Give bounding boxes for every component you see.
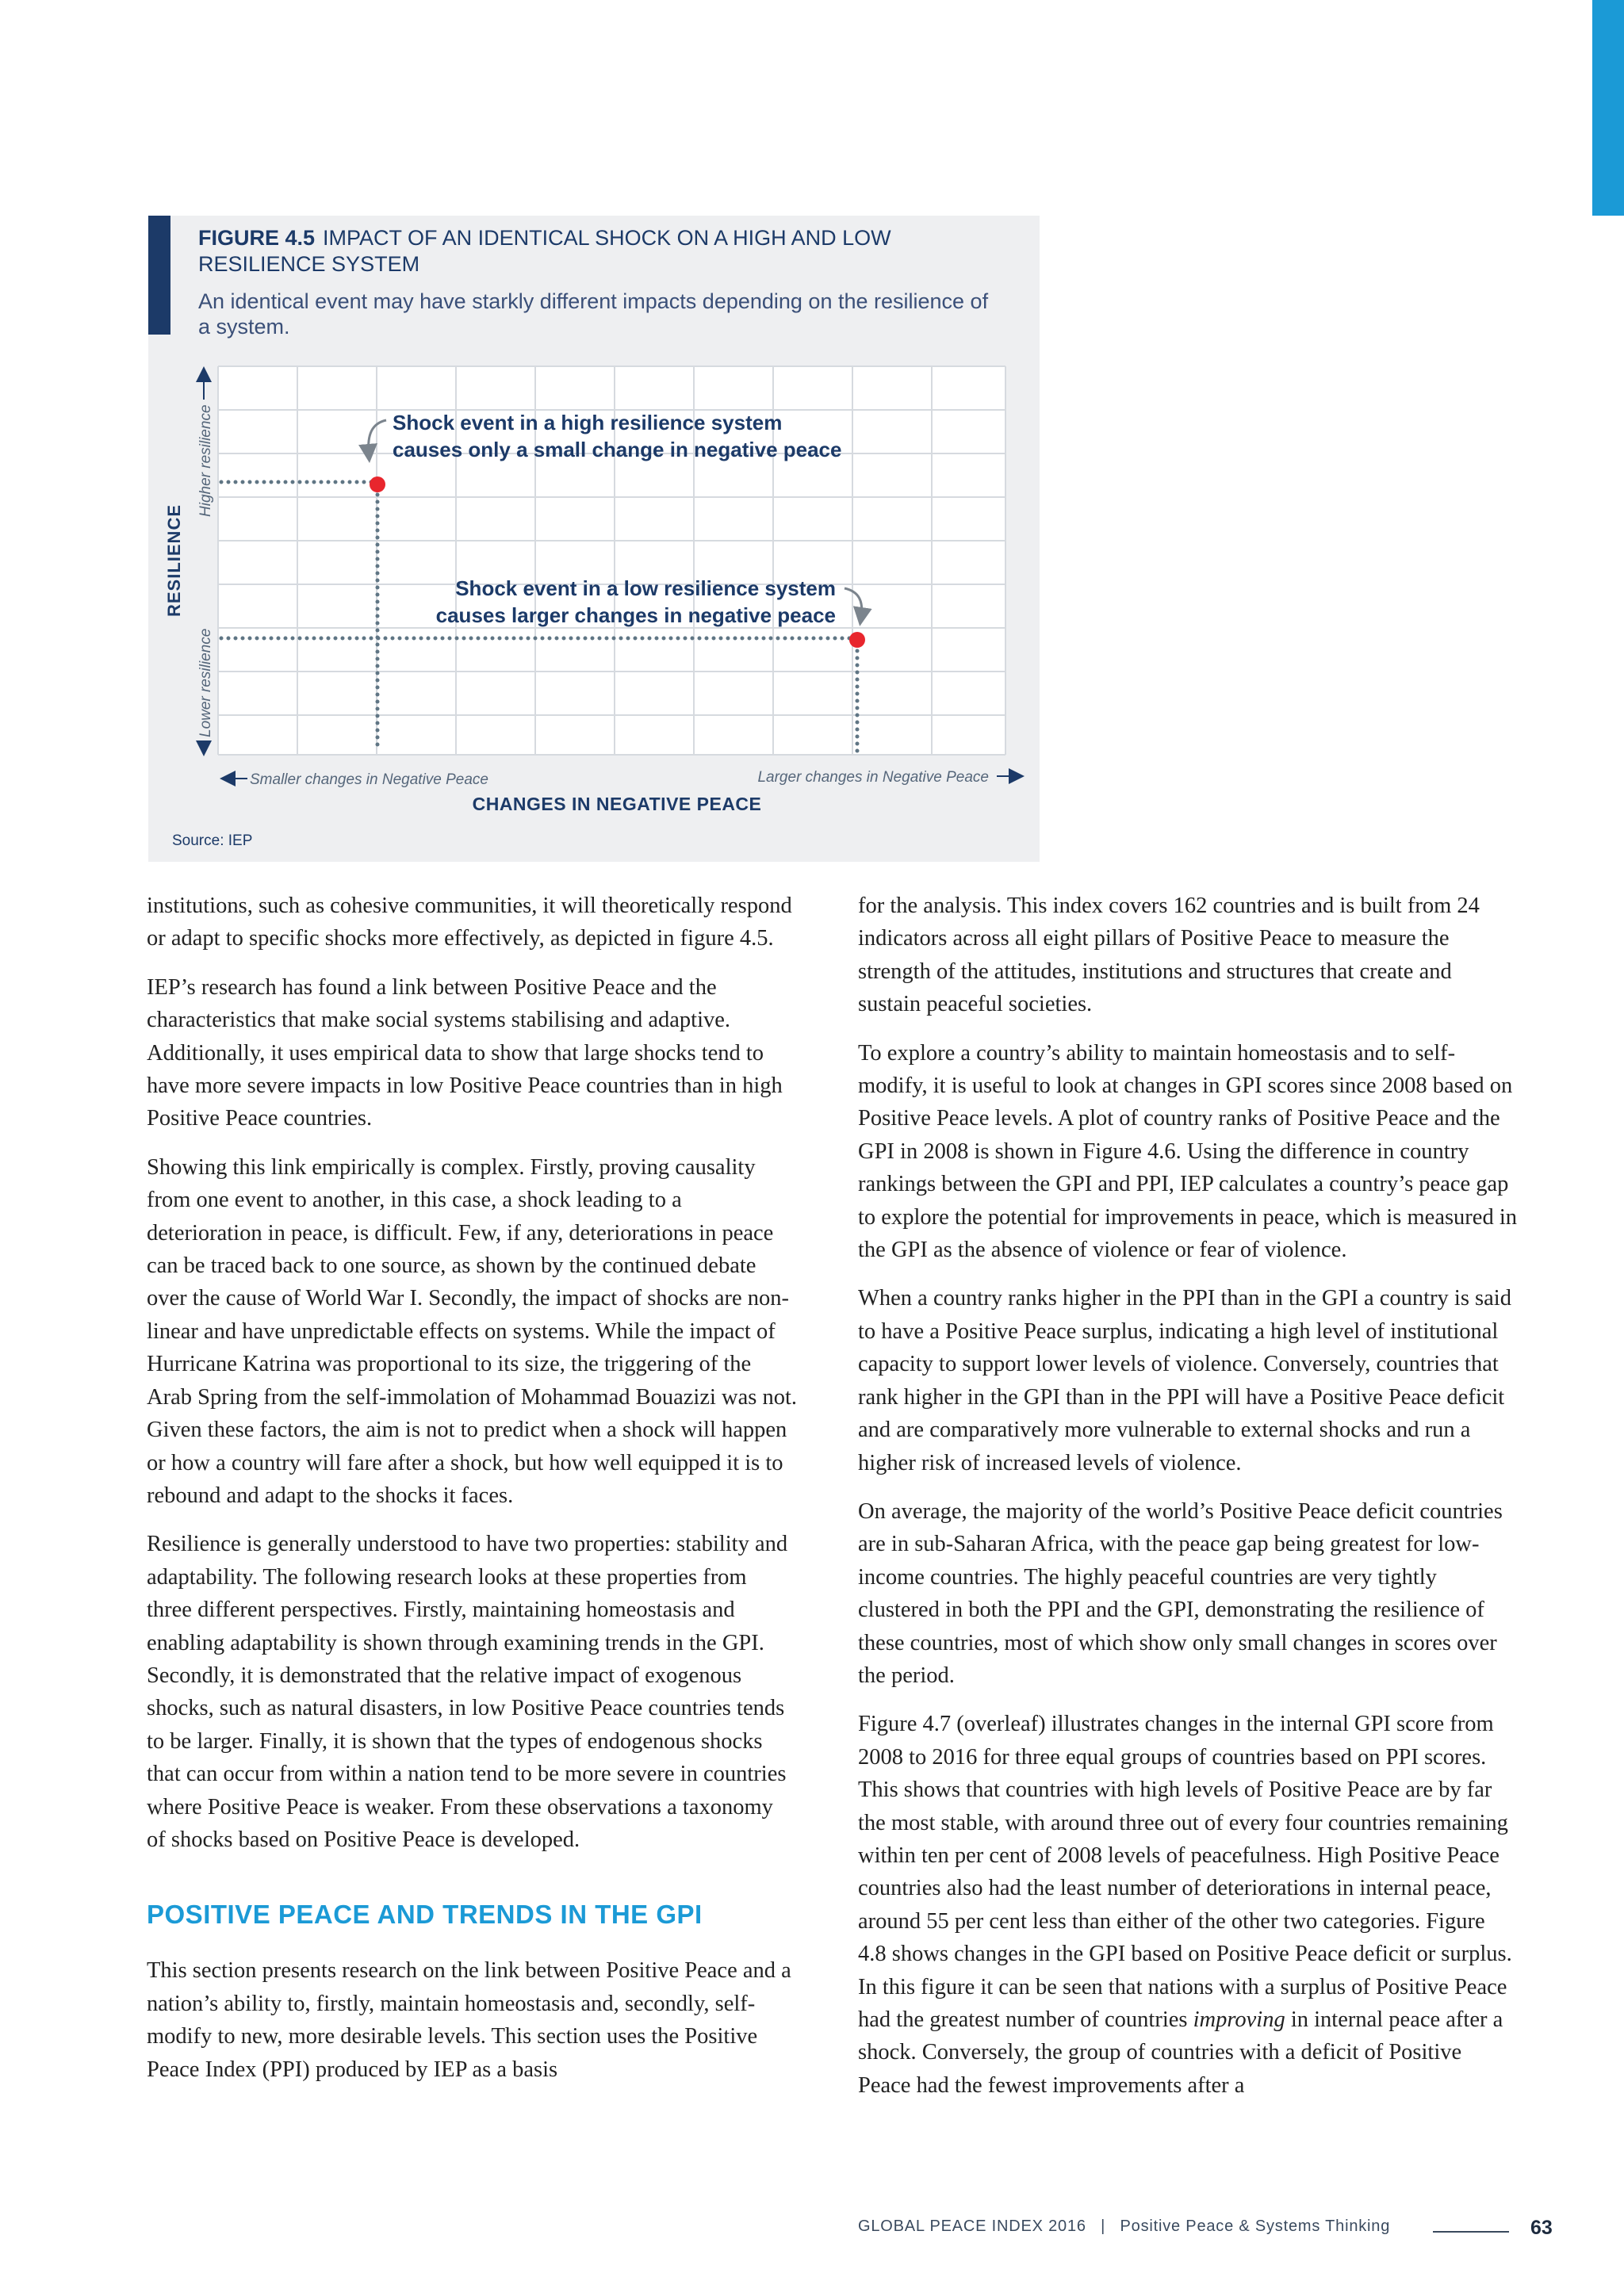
figure-title-text: IMPACT OF AN IDENTICAL SHOCK ON A HIGH AND LOW RESILIENCE SYSTEM [198,226,891,276]
left-column [147,890,797,2102]
body-paragraph: Resilience is generally understood to have two properties: stability and adaptability. The following research looks at these properties from three different perspectives. Firstly, maintaining homeostasis and enabling adaptability is shown through examining trends in the GPI. Secondly, it is demonstrated that the relative impact of exogenous shocks, such as natural disasters, in low Positive Peace countries tends to be larger. Finally, it is shown that the types of endogenous shocks that can occur from within a nation tend to be more severe in countries where Positive Peace is weaker. From these observations a taxonomy of shocks based on Positive Peace is developed. [147,1532,788,1852]
low-annotation-line-2: causes larger changes in negative peace [435,603,836,627]
figure-description: An identical event may have starkly different impacts depending on the resilience of a system. [198,289,989,339]
high-annotation-line-2: causes only a small change in negative peace [393,438,842,461]
low-resilience-shock-point [849,632,865,648]
high-annotation-line-1: Shock event in a high resilience system [393,411,783,434]
figure-4-5 [148,216,1040,862]
body-paragraph: IEP’s research has found a link between Positive Peace and the characteristics that make social systems stabilising and adaptive. Additionally, it uses empirical data to show that large shocks tend to have more severe impacts in low Positive Peace countries than in high Positive Peace countries. [147,974,783,1131]
body-paragraph: This section presents research on the link between Positive Peace and a nation’s ability to, firstly, maintain homeostasis and, secondly, self-modify to new, more desirable levels. This section uses the Positive Peace Index (PPI) produced by IEP as a basis [147,1958,791,2082]
footer-section: Positive Peace & Systems Thinking [1120,2218,1391,2235]
body-paragraph: institutions, such as cohesive communities, it will theoretically respond or adapt to specific shocks more effectively, as depicted in figure 4.5. [147,894,792,951]
y-axis-title: RESILIENCE [164,503,184,618]
y-axis-high-label: Higher resilience [197,404,214,517]
emphasis-word: improving [1193,2007,1285,2032]
paragraph-text-after: in internal peace after a shock. Conversely, the group of countries with a deficit of Positive Peace had the fewest improvements after a [858,2007,1503,2098]
paragraph-text-before: Figure 4.7 (overleaf) illustrates changes in the internal GPI score from 2008 to 2016 for three equal groups of countries based on PPI scores. This shows that countries with high levels of Positive Peace are by far the most stable, with around three out of every four countries remaining within ten per cent of 2008 levels of peacefulness. High Positive Peace countries also had the least number of deteriorations in internal peace, around 55 per cent less than either of the other two categories. Figure 4.8 shows changes in the GPI based on Positive Peace deficit or surplus. In this figure it can be seen that nations with a surplus of Positive Peace had the greatest number of countries [858,1712,1512,2032]
section-heading: POSITIVE PEACE AND TRENDS IN THE GPI [147,1900,703,1930]
page-number: 63 [1530,2217,1553,2239]
footer-publication: GLOBAL PEACE INDEX 2016 [858,2218,1086,2235]
body-paragraph: To explore a country’s ability to maintain homeostasis and to self-modify, it is useful to look at changes in GPI scores since 2008 based on Positive Peace levels. A plot of country ranks of Positive Peace and the GPI in 2008 is shown in Figure 4.6. Using the difference in country rankings between the GPI and PPI, IEP calculates a country’s peace gap to explore the potential for improvements in peace, which is measured in the GPI as the absence of violence or fear of violence. [858,1040,1517,1263]
body-paragraph [858,1708,1518,2102]
body-paragraph: Showing this link empirically is complex. Firstly, proving causality from one event to another, in this case, a shock leading to a deterioration in peace, is difficult. Few, if any, deteriorations in peace can be traced back to one source, as shown by the continued debate over the cause of World War I. Secondly, the impact of shocks are non-linear and have unpredictable effects on systems. While the impact of Hurricane Katrina was proportional to its size, the triggering of the Arab Spring from the self-immolation of Mohammad Bouazizi was not. Given these factors, the aim is not to predict when a shock will happen or how a country will fare after a shock, but how well equipped it is to rebound and adapt to the shocks it faces. [147,1154,798,1508]
footer-rule [1433,2231,1509,2233]
figure-source: Source: IEP [172,832,253,849]
page-footer [858,2218,1572,2236]
right-column [858,890,1518,2118]
body-paragraph: for the analysis. This index covers 162 countries and is built from 24 indicators across all eight pillars of Positive Peace to measure the strength of the attitudes, institutions and structures that create and sustain peaceful societies. [858,894,1480,1017]
section-tab-accent [1592,0,1624,216]
x-axis-title: CHANGES IN NEGATIVE PEACE [472,794,762,814]
x-axis-left-label: Smaller changes in Negative Peace [250,771,489,788]
body-paragraph: On average, the majority of the world’s Positive Peace deficit countries are in sub-Saharan Africa, with the peace gap being greatest for low-income countries. The highly peaceful countries are very tightly clustered in both the PPI and the GPI, demonstrating the resilience of these countries, most of which show only small changes in scores over the period. [858,1498,1503,1688]
y-axis-low-label: Lower resilience [197,628,214,737]
footer-separator: | [1101,2218,1106,2235]
low-annotation-line-1: Shock event in a low resilience system [455,576,836,600]
resilience-diagram [148,216,1040,862]
body-paragraph: When a country ranks higher in the PPI than in the GPI a country is said to have a Positive Peace surplus, indicating a high level of institutional capacity to support lower levels of violence. Conversely, countries that rank higher in the GPI than in the PPI will have a Positive Peace deficit and are comparatively more vulnerable to external shocks and run a higher risk of increased levels of violence. [858,1286,1511,1475]
high-resilience-shock-point [370,476,385,492]
x-axis-right-label: Larger changes in Negative Peace [757,769,989,786]
figure-number: FIGURE 4.5 [198,226,316,250]
